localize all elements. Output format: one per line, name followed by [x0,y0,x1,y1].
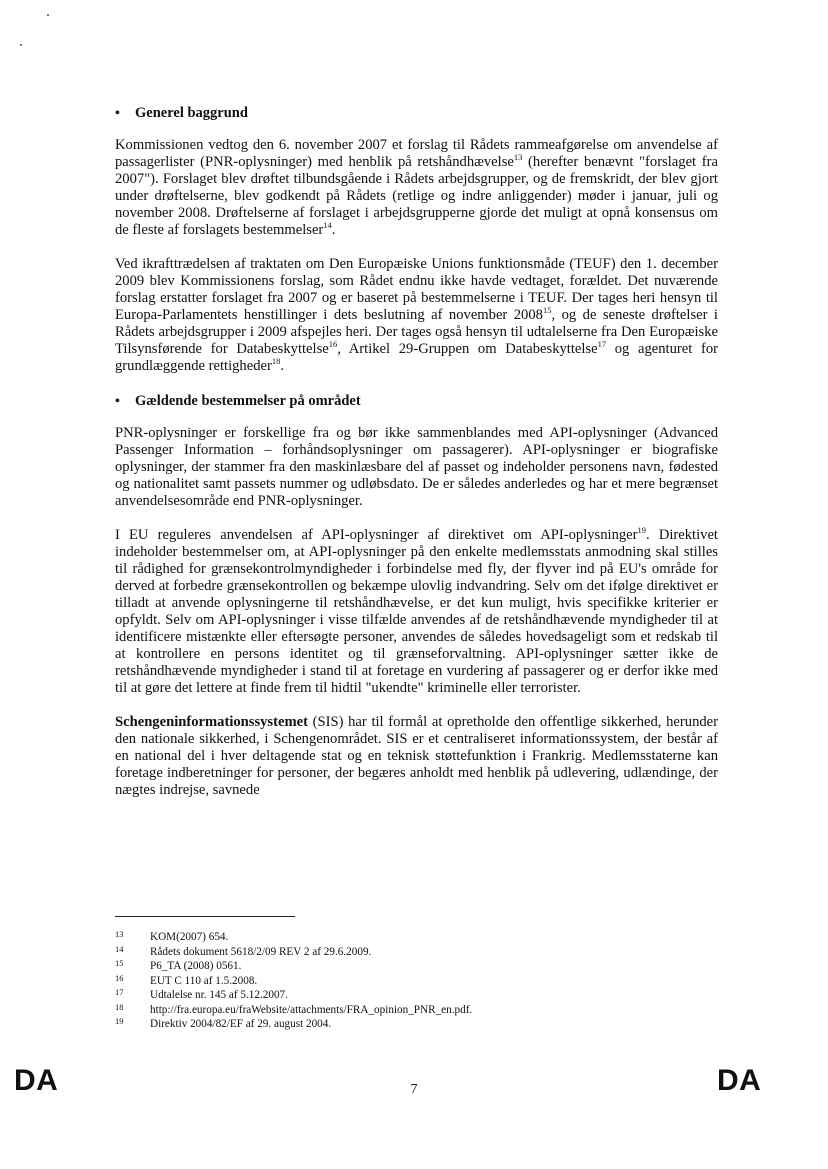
footnote [115,1017,635,1032]
footnote [115,930,635,945]
footnote-number: 15 [115,958,124,968]
bullet-icon: • [115,394,120,409]
footnote-number: 14 [115,943,124,954]
language-code-left: DA [14,1064,59,1097]
scan-speck [47,14,49,16]
heading-text: Gældende bestemmelser på området [135,393,361,409]
paragraph: I EU reguleres anvendelsen af API-oplysninger af direktivet om API-oplysninger$^{19}$. Direktivet indeholder bestemmelser om, at API-oplysninger på den enkelte medlemsstats anmodning skal stilles til rådighed for grænsekontrolmyndigheder i forbindelse med fly, der flyver ind på EU's område for derved at forbedre grænsekontrollen og bekæmpe ulovlig indvandring. Selv om det ifølge direktivet er tilladt at anvende oplysningerne til retshåndhævelse, er det kun muligt, hvis specifikke kriterier er opfyldt. Selv om API-oplysninger i visse tilfælde anvendes af de retshåndhævende myndigheder til at identificere mistænkte eller eftersøgte personer, anvendes de således hovedsageligt som et redskab til at kontrollere en persons identitet og til grænseforvaltning. API-oplysninger sætter ikke de retshåndhævende myndigheder i stand til at foretage en vurdering af passagerer og er derfor ikke med til at gøre det lettere at finde frem til hidtil "ukendte" kriminelle eller terrorister. [115,525,718,696]
footnote-text: P6_TA (2008) 0561. [150,960,242,972]
footnote-text: Udtalelse nr. 145 af 5.12.2007. [150,989,288,1001]
paragraph: Ved ikrafttrædelsen af traktaten om Den Europæiske Unions funktionsmåde (TEUF) den 1. december 2009 blev Kommissionens forslag, som Rådet endnu ikke havde vedtaget, forældet. Det nuværende forslag erstatter forslaget fra 2007 og er baseret på bestemmelserne i TEUF. Der tages heri hensyn til Europa-Parlamentets henstillinger i dets beslutning af november 2008$^{15}$, og de seneste drøftelser i Rådets arbejdsgrupper i 2009 afspejles heri. Der tages også hensyn til udtalelserne fra Den Europæiske Tilsynsførende for Databeskyttelse$^{16}$, Artikel 29-Gruppen om Databeskyttelse$^{17}$ og agenturet for grundlæggende rettigheder$^{18}$. [115,256,718,374]
section-heading [115,392,718,411]
footnote-ref[interactable]: 19 [637,525,647,536]
section-general-background [115,104,718,375]
footnote [115,945,635,960]
footnote-text: KOM(2007) 654. [150,931,229,943]
footnote-number: 13 [115,929,124,939]
footnote-ref[interactable]: 16 [328,339,338,350]
footnote-ref[interactable]: 18 [271,356,281,367]
scan-speck [20,44,22,46]
footnote [115,988,635,1003]
footnote-text: Rådets dokument 5618/2/09 REV 2 af 29.6.2009. [150,945,372,958]
footnote-ref[interactable]: 15 [542,305,552,316]
section-heading [115,104,718,123]
footnote [115,1003,635,1018]
heading-text: Generel baggrund [135,105,248,121]
footnote [115,959,635,974]
main-content [115,104,718,816]
footnotes [115,930,635,1032]
paragraph: Schengeninformationssystemet (SIS) har til formål at opretholde den offentlige sikkerhed, herunder den nationale sikkerhed, i Schengenområdet. SIS er et centraliseret informationssystem, der består af en national del i hver deltagende stat og en teknisk støttefunktion i Frankrig. Medlemsstaterne kan foretage indberetninger for personer, der begæres anholdt med henblik på udlevering, udlændinge, der nægtes indrejse, savnede [115,714,718,798]
footnote-number: 16 [115,972,124,983]
paragraph: PNR-oplysninger er forskellige fra og bør ikke sammenblandes med API-oplysninger (Advanced Passenger Information – forhåndsoplysninger om passagerer). API-oplysninger er biografiske oplysninger, der stammer fra den maskinlæsbare del af passet og indeholder personens navn, fødested og nationalitet samt passets nummer og udløbsdato. De er således anderledes og har et mere begrænset anvendelsesområde end PNR-oplysninger. [115,425,718,509]
section-current-provisions [115,392,718,799]
bold-term: Schengeninformationssystemet [115,714,308,730]
footnote-text: EUT C 110 af 1.5.2008. [150,974,258,987]
footnote-text: Direktiv 2004/82/EF af 29. august 2004. [150,1018,332,1030]
bullet-icon: • [115,106,120,121]
footnote-ref[interactable]: 14 [323,220,332,231]
footnote-ref[interactable]: 17 [597,339,607,350]
footnote [115,974,635,989]
footnote-number: 18 [115,1001,124,1012]
footnote-number: 19 [115,1016,124,1026]
footnote-link[interactable]: http://fra.europa.eu/fraWebsite/attachments/FRA_opinion_PNR_en.pdf. [150,1003,473,1016]
paragraph: Kommissionen vedtog den 6. november 2007 et forslag til Rådets rammeafgørelse om anvendelse af passagerlister (PNR-oplysninger) med henblik på retshåndhævelse$^{13}$ (herefter benævnt "forslaget fra 2007"). Forslaget blev drøftet tilbundsgående i Rådets arbejdsgrupper, og de fremskridt, der blev gjort under drøftelserne, blev godkendt på Rådets (retlige og indre anliggender) møder i januar, juli og november 2008. Drøftelserne af forslaget i arbejdsgrupperne gjorde det muligt at opnå konsensus om de fleste af forslagets bestemmelser$^{14}$. [115,137,718,238]
language-code-right: DA [717,1064,762,1097]
footnote-number: 17 [115,987,124,997]
footnote-separator [115,916,295,917]
page-number: 7 [410,1082,418,1097]
footnote-ref[interactable]: 13 [513,152,523,163]
